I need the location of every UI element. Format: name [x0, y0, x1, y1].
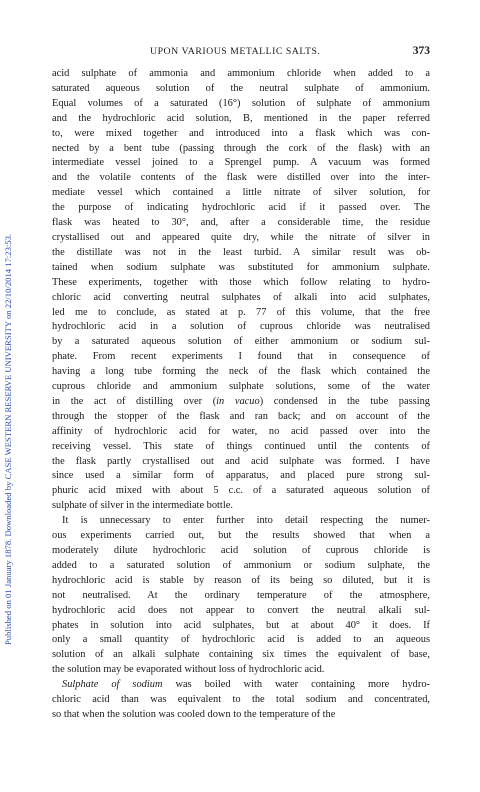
- text-line: not neutralised. At the ordinary temperature of the atmosphere,: [52, 589, 430, 601]
- text-line: so that when the solution was cooled down to the temperature of the: [52, 708, 336, 720]
- text-line: by a saturated aqueous solution of either ammonium or sodium sul-: [52, 336, 430, 348]
- text-line: Sulphate of sodium was boiled with water containing more hydro-: [62, 679, 430, 691]
- text-line: to, were mixed together and introduced into a flask which was con-: [52, 127, 430, 139]
- text-line: solution of an alkali sulphate containing six times the equivalent of base,: [52, 649, 430, 661]
- text-line: affinity of hydrochloric acid for water, no acid passed over into the: [52, 425, 430, 437]
- download-watermark-text: Published on 01 January 1878. Downloaded by CASE WESTERN RESERVE UNIVERSITY on 22/10/2014 17:23:53.: [3, 233, 13, 645]
- text-line: through the stopper of the flask and ran back; and on account of the: [52, 410, 430, 422]
- text-line: mediate vessel which contained a little nitrate of silver solution, for: [52, 187, 430, 199]
- text-line: chloric acid than was equivalent to the total sodium and concentrated,: [52, 694, 430, 706]
- text-line: the purpose of indicating hydrochloric acid if it passed over. The: [52, 202, 430, 214]
- text-line: and the volatile contents of the flask were distilled over into the inter-: [52, 172, 430, 184]
- text-line: crystallised out and appeared quite dry, while the nitrate of silver in: [52, 231, 430, 243]
- text-line: phuric acid mixed with about 5 c.c. of a saturated aqueous solution of: [52, 485, 430, 497]
- text-line: cuprous chloride and ammonium sulphate solutions, some of the water: [52, 381, 430, 393]
- text-line: the flask partly crystallised out and acid sulphate was formed. I have: [52, 455, 430, 467]
- text-line: Equal volumes of a saturated (16°) solution of sulphate of ammonium: [52, 97, 430, 109]
- text-line: only a small quantity of hydrochloric acid is added to an aqueous: [52, 634, 430, 646]
- text-line: led me to conclude, as stated at p. 77 of this volume, that the free: [52, 306, 430, 318]
- running-header: [52, 46, 430, 60]
- text-line: It is unnecessary to enter further into detail respecting the numer-: [62, 515, 430, 527]
- text-line: chloric acid converting neutral sulphates of alkali into acid sulphates,: [52, 291, 430, 303]
- text-line: saturated aqueous solution of the neutral sulphate of ammonium.: [52, 82, 430, 94]
- text-line: having a long tube forming the neck of the flask which contained the: [52, 366, 430, 378]
- text-line: hydrochloric acid in a solution of cuprous chloride was neutralised: [52, 321, 430, 333]
- text-line: hydrochloric acid does not appear to convert the neutral alkali sul-: [52, 604, 430, 616]
- text-line: intermediate vessel joined to a Sprengel pump. A vacuum was formed: [52, 157, 430, 169]
- text-line: in the act of distilling over (in vacuo) condensed in the tube passing: [52, 395, 430, 407]
- text-line: acid sulphate of ammonia and ammonium chloride when added to a: [52, 68, 430, 79]
- italic-phrase: Sulphate of sodium: [62, 679, 163, 691]
- text-line: tained when sodium sulphate was substituted for ammonium sulphate.: [52, 261, 430, 273]
- text-line: phate. From recent experiments I found that in consequence of: [52, 351, 430, 363]
- body-text: [52, 67, 430, 723]
- running-title: UPON VARIOUS METALLIC SALTS.: [150, 46, 321, 57]
- text-line: sulphate of silver in the intermediate bottle.: [52, 500, 233, 512]
- text-line: These experiments, together with those which follow relating to hydro-: [52, 276, 430, 288]
- italic-phrase: in vacuo: [216, 395, 260, 407]
- text-line: moderately dilute hydrochloric acid solution of cuprous chloride is: [52, 545, 430, 556]
- download-watermark: [3, 0, 17, 792]
- text-line: phates in solution into acid sulphates, but at about 40° it does. If: [52, 619, 430, 631]
- text-line: and the hydrochloric acid solution, B, mentioned in the paper referred: [52, 112, 430, 124]
- text-line: nected by a bent tube (passing through the cork of the flask) with an: [52, 142, 430, 154]
- text-line: since used a similar form of apparatus, and placed pure strong sul-: [52, 470, 430, 482]
- page-number: 373: [412, 45, 430, 57]
- text-line: the distillate was not in the least turbid. A similar result was ob-: [52, 246, 430, 258]
- text-line: hydrochloric acid is stable by reason of its being so diluted, but it is: [52, 574, 430, 586]
- text-line: receiving vessel. This state of things continued until the contents of: [52, 440, 430, 452]
- text-line: ous experiments carried out, but the results showed that when a: [52, 530, 430, 542]
- text-line: added to a saturated solution of ammonium or sodium sulphate, the: [52, 559, 430, 571]
- text-line: flask was heated to 30°, and, after a considerable time, the residue: [52, 217, 430, 229]
- text-line: the solution may be evaporated without loss of hydrochloric acid.: [52, 664, 325, 676]
